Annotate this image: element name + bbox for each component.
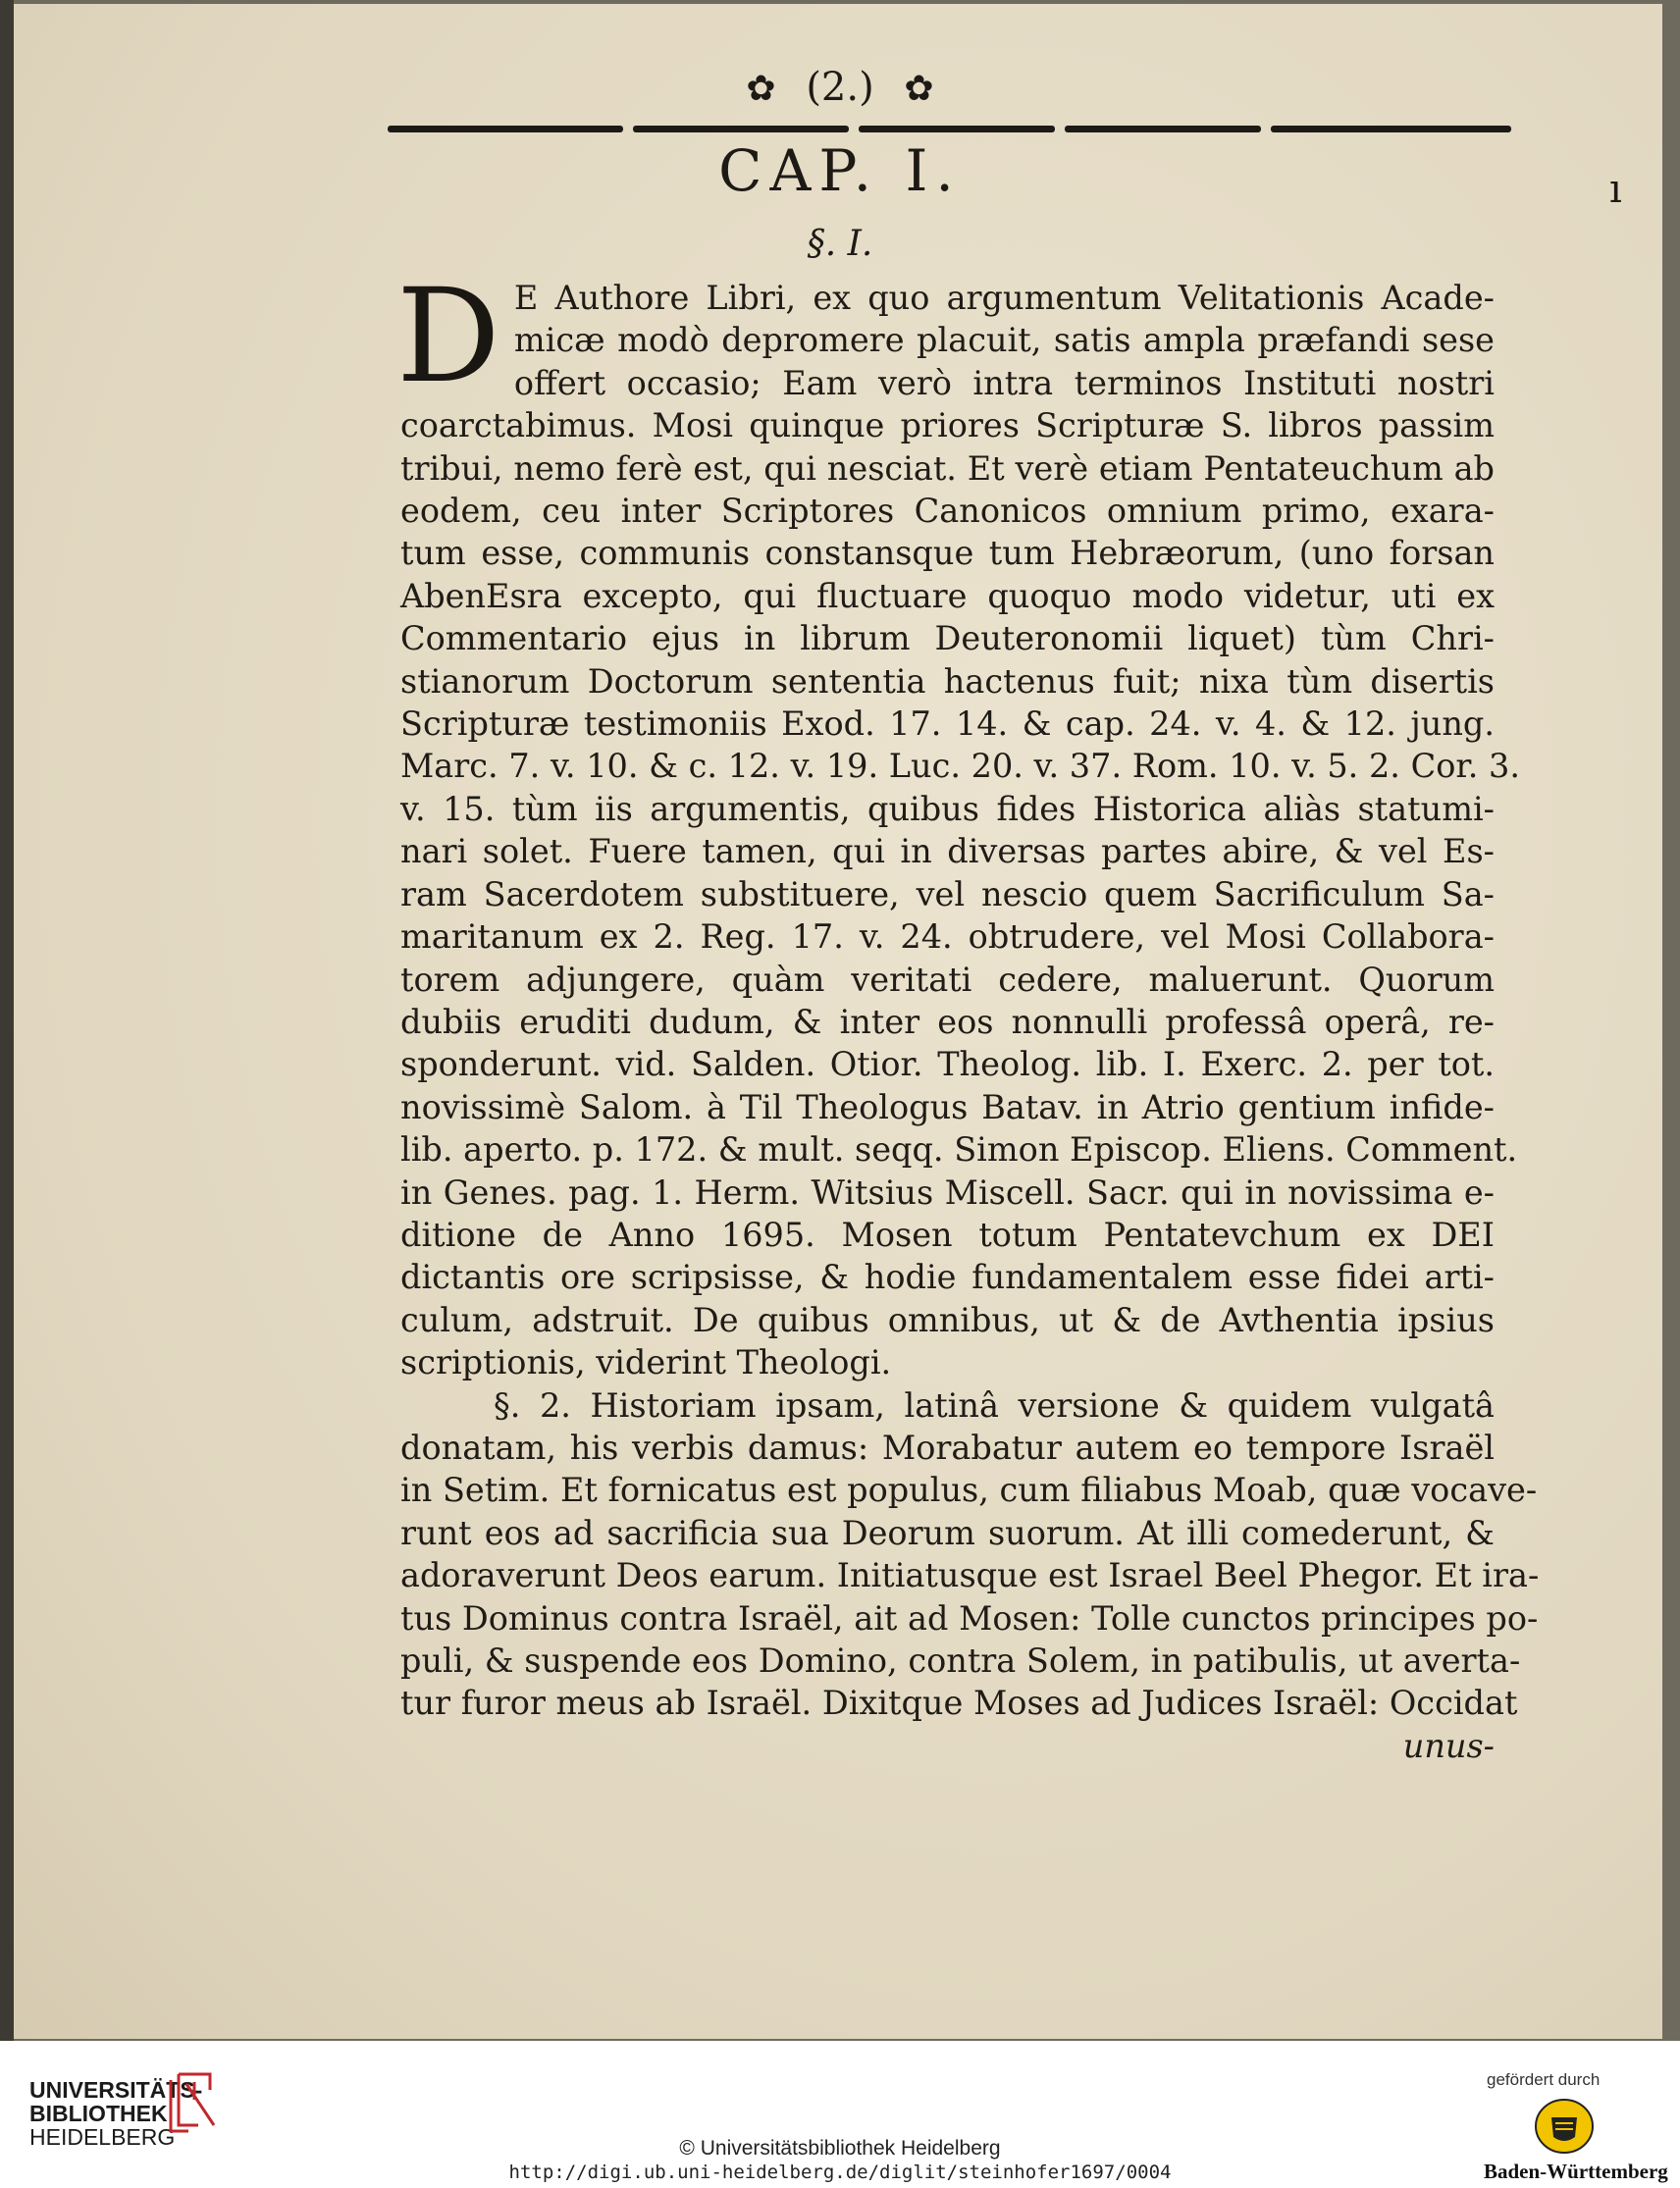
catchword: unus- (1402, 1726, 1495, 1765)
section-2-text (400, 1384, 1540, 1725)
text-line: Marc. 7. v. 10. & c. 12. v. 19. Luc. 20. v. 37. Rom. 10. v. 5. 2. Cor. 3. (400, 747, 1520, 786)
text-line: coarctabimus. Mosi quinque priores Scripturæ S. libros passim (400, 406, 1495, 445)
text-line: sponderunt. vid. Salden. Otior. Theolog. lib. I. Exerc. 2. per tot. (400, 1045, 1495, 1084)
text-line: culum, adstruit. De quibus omnibus, ut & de Avthentia ipsius (400, 1300, 1495, 1339)
page-edge (0, 0, 14, 2041)
source-url[interactable]: http://digi.ub.uni-heidelberg.de/diglit/steinhofer1697/0004 (508, 2162, 1172, 2183)
text-line: puli, & suspende eos Domino, contra Solem, in patibulis, ut averta- (400, 1641, 1521, 1680)
text-line: in Setim. Et fornicatus est populus, cum filiabus Moab, quæ vocave- (400, 1471, 1538, 1510)
text-line: E Authore Libri, ex quo argumentum Velitationis Acade- (513, 279, 1495, 317)
text-line: tus Dominus contra Israël, ait ad Mosen: Tolle cunctos principes po- (400, 1598, 1539, 1638)
text-line: Commentario ejus in librum Deuteronomii liquet) tùm Chri- (400, 619, 1495, 658)
margin-mark: ı (1609, 167, 1622, 212)
library-name-line1: UNIVERSITÄTS- (29, 2077, 203, 2103)
text-line: v. 15. tùm iis argumentis, quibus fides Historica aliàs statumi- (400, 789, 1495, 828)
text-line: offert occasio; Eam verò intra terminos Instituti nostri (513, 363, 1495, 402)
library-name-line3: HEIDELBERG (29, 2124, 176, 2150)
ornament-right-icon: ✿ (904, 69, 934, 109)
section-1-text (400, 277, 1520, 1384)
ornament-left-icon: ✿ (746, 69, 776, 109)
text-line: eodem, ceu inter Scriptores Canonicos omnium primo, exara- (400, 492, 1495, 531)
text-line: tribui, nemo ferè est, qui nesciat. Et verè etiam Pentateuchum ab (400, 448, 1495, 488)
page-header (0, 65, 1680, 110)
text-line: novissimè Salom. à Til Theologus Batav. in Atrio gentium infide- (400, 1087, 1495, 1126)
body-text (396, 261, 1540, 1767)
text-line: donatam, his verbis damus: Morabatur autem eo tempore Israël (400, 1428, 1495, 1467)
text-line: scriptionis, viderint Theologi. (400, 1343, 892, 1382)
header-rule (388, 126, 1511, 137)
drop-cap: D (396, 261, 500, 412)
text-line: tum esse, communis constansque tum Hebræorum, (uno forsan (400, 534, 1495, 573)
text-line: in Genes. pag. 1. Herm. Witsius Miscell. Sacr. qui in novissima e- (400, 1172, 1495, 1212)
text-line: torem adjungere, quàm veritati cedere, maluerunt. Quorum (400, 960, 1495, 999)
text-line: maritanum ex 2. Reg. 17. v. 24. obtrudere, vel Mosi Collabora- (400, 917, 1495, 957)
library-name-line2: BIBLIOTHEK (29, 2101, 168, 2126)
text-line: nari solet. Fuere tamen, qui in diversas partes abire, & vel Es- (400, 832, 1495, 871)
text-line: lib. aperto. p. 172. & mult. seqq. Simon Episcop. Eliens. Comment. (400, 1130, 1518, 1170)
page-number: (2.) (806, 65, 874, 110)
text-line: runt eos ad sacrificia sua Deorum suorum. At illi comederunt, & (400, 1513, 1495, 1552)
section-mark: §. I. (807, 224, 873, 264)
text-line: AbenEsra excepto, qui fluctuare quoquo modo videtur, uti ex (400, 576, 1495, 615)
text-line: tur furor meus ab Israël. Dixitque Moses ad Judices Israël: Occidat (400, 1684, 1518, 1723)
state-seal-icon (1534, 2098, 1595, 2155)
copyright-notice: © Universitätsbibliothek Heidelberg (679, 2137, 1001, 2160)
library-logo-icon (167, 2070, 218, 2135)
text-line: Scripturæ testimoniis Exod. 17. 14. & cap. 24. v. 4. & 12. jung. (400, 704, 1495, 744)
text-line: stianorum Doctorum sententia hactenus fuit; nixa tùm disertis (400, 661, 1495, 701)
text-line: dubiis eruditi dudum, & inter eos nonnulli professâ operâ, re- (400, 1002, 1495, 1041)
text-line: ram Sacerdotem substituere, vel nescio quem Sacrificulum Sa- (400, 874, 1495, 913)
text-line: §. 2. Historiam ipsam, latinâ versione & quidem vulgatâ (494, 1385, 1495, 1425)
text-line: micæ modò depromere placuit, satis ampla præfandi sese (513, 321, 1495, 360)
sponsor-name: Baden-Württemberg (1484, 2160, 1668, 2183)
text-line: ditione de Anno 1695. Mosen totum Pentatevchum ex DEI (400, 1215, 1495, 1254)
chapter-title: CAP. I. (718, 137, 962, 204)
text-line: dictantis ore scripsisse, & hodie fundamentalem esse fidei arti- (400, 1258, 1495, 1297)
funded-by-label: gefördert durch (1487, 2070, 1601, 2089)
text-line: adoraverunt Deos earum. Initiatusque est Israel Beel Phegor. Et ira- (400, 1556, 1540, 1595)
